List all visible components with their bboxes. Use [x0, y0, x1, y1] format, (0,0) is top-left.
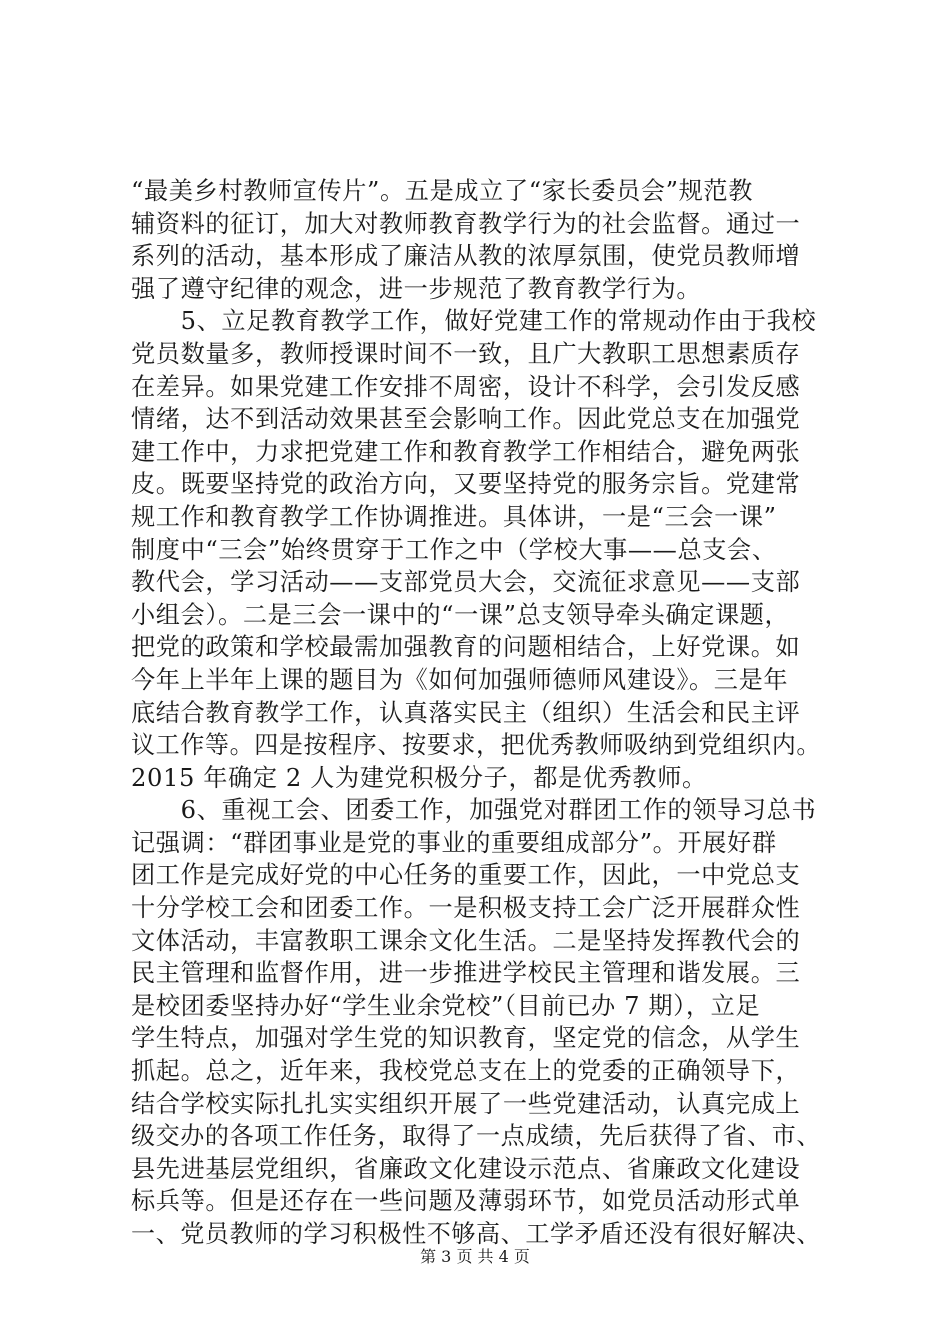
text-line: 底结合教育教学工作，认真落实民主（组织）生活会和民主评 [131, 698, 801, 727]
text-line: 5、立足教育教学工作，做好党建工作的常规动作由于我校 [131, 307, 817, 336]
text-line: 议工作等。四是按程序、按要求，把优秀教师吸纳到党组织内。 [131, 731, 822, 760]
text-line: 学生特点，加强对学生党的知识教育，坚定党的信念，从学生 [131, 1024, 801, 1053]
text-line: 党员数量多，教师授课时间不一致，且广大教职工思想素质存 [131, 339, 801, 368]
text-line: 结合学校实际扎扎实实组织开展了一些党建活动，认真完成上 [131, 1089, 801, 1118]
text-line: “最美乡村教师宣传片”。五是成立了“家长委员会”规范教 [131, 177, 753, 205]
text-line: 一、党员教师的学习积极性不够高、工学矛盾还没有很好解决、 [131, 1220, 822, 1248]
text-line: 2015 年确定 2 人为建党积极分子，都是优秀教师。 [131, 763, 707, 792]
text-line: 县先进基层党组织，省廉政文化建设示范点、省廉政文化建设 [131, 1154, 801, 1183]
text-line: 教代会，学习活动——支部党员大会，交流征求意见——支部 [131, 568, 801, 597]
text-line: 在差异。如果党建工作安排不周密，设计不科学，会引发反感 [131, 372, 801, 401]
text-line: 抓起。总之，近年来，我校党总支在上的党委的正确领导下， [131, 1057, 801, 1086]
text-line: 标兵等。但是还存在一些问题及薄弱环节，如党员活动形式单 [131, 1187, 801, 1216]
text-line: 6、重视工会、团委工作，加强党对群团工作的领导习总书 [131, 796, 817, 825]
text-line: 规工作和教育教学工作协调推进。具体讲，一是“三会一课” [131, 502, 777, 531]
text-line: 今年上半年上课的题目为《如何加强师德师风建设》。三是年 [131, 665, 789, 694]
body-text [131, 175, 821, 1251]
text-line: 系列的活动，基本形成了廉洁从教的浓厚氛围，使党员教师增 [131, 242, 801, 271]
text-line: 情绪，达不到活动效果甚至会影响工作。因此党总支在加强党 [131, 405, 801, 434]
text-line: 制度中“三会”始终贯穿于工作之中（学校大事——总支会、 [131, 535, 777, 564]
text-line: 民主管理和监督作用，进一步推进学校民主管理和谐发展。三 [131, 959, 801, 988]
text-line: 记强调：“群团事业是党的事业的重要组成部分”。开展好群 [131, 828, 777, 857]
text-line: 十分学校工会和团委工作。一是积极支持工会广泛开展群众性 [131, 894, 801, 923]
text-line: 文体活动，丰富教职工课余文化生活。二是坚持发挥教代会的 [131, 926, 801, 955]
text-line: 建工作中，力求把党建工作和教育教学工作相结合，避免两张 [131, 437, 801, 466]
text-line: 皮。既要坚持党的政治方向，又要坚持党的服务宗旨。党建常 [131, 470, 801, 499]
text-line: 强了遵守纪律的观念，进一步规范了教育教学行为。 [131, 274, 702, 303]
text-line: 级交办的各项工作任务，取得了一点成绩，先后获得了省、市、 [131, 1122, 822, 1151]
text-line: 把党的政策和学校最需加强教育的问题相结合，上好党课。如 [131, 633, 801, 662]
text-line: 小组会）。二是三会一课中的“一课”总支领导牵头确定课题， [131, 600, 790, 629]
text-line: 团工作是完成好党的中心任务的重要工作，因此，一中党总支 [131, 861, 801, 890]
text-line: 辅资料的征订，加大对教师教育教学行为的社会监督。通过一 [131, 209, 801, 238]
text-line: 是校团委坚持办好“学生业余党校”（目前已办 7 期），立足 [131, 991, 761, 1020]
page-footer: 第 3 页 共 4 页 [420, 1247, 530, 1266]
